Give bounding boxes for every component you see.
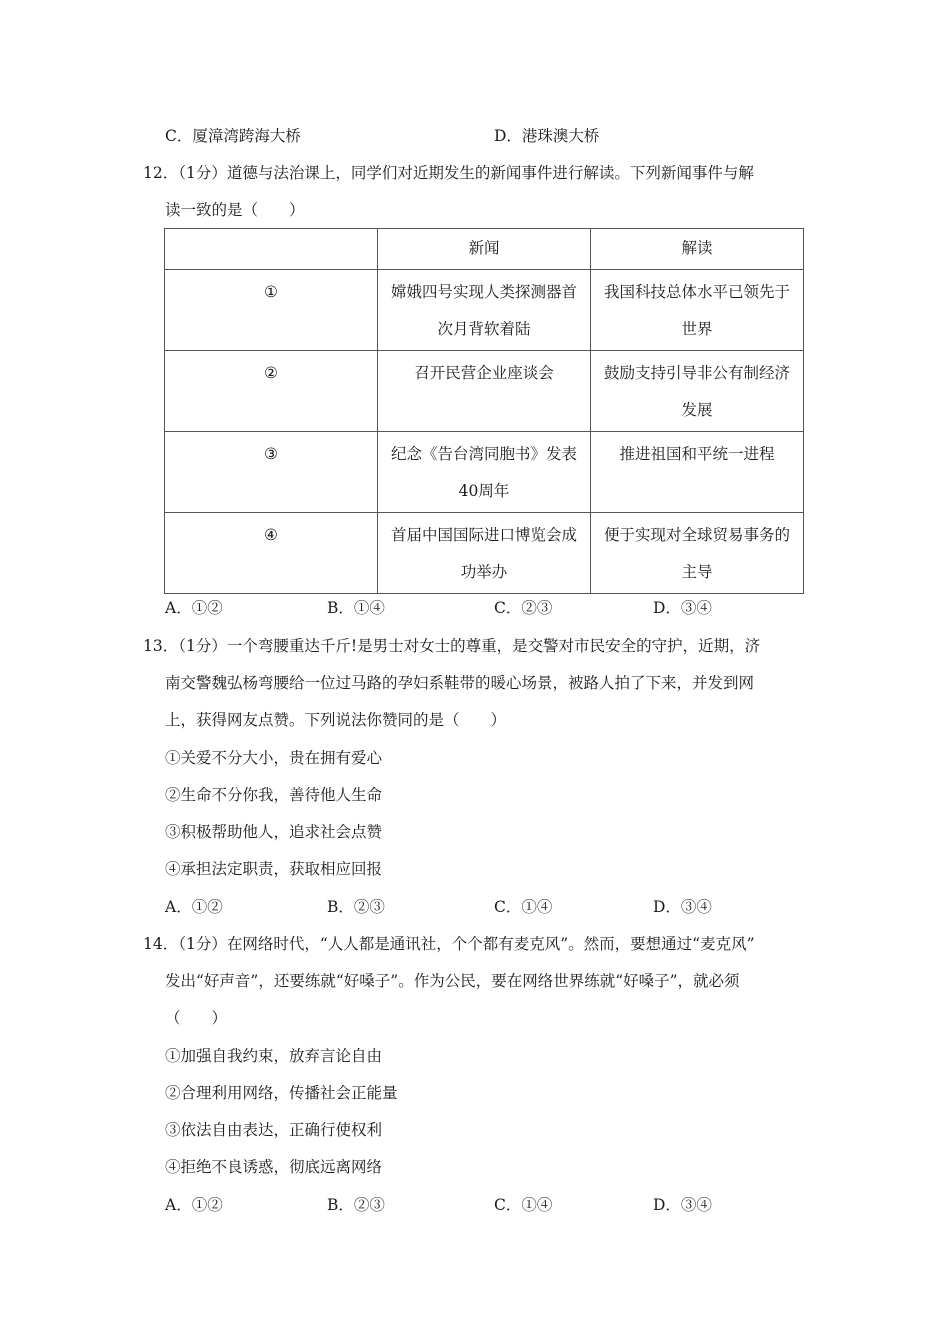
q14-stem-line3: （ ） (165, 1009, 228, 1027)
q14-item-4: ④拒绝不良诱惑，彻底远离网络 (165, 1158, 383, 1176)
q13-item-3: ③积极帮助他人，追求社会点赞 (165, 823, 383, 841)
q14-stem-line2: 发出“好声音”，还要练就“好嗓子”。作为公民，要在网络世界练就“好嗓子”，就必须 (165, 972, 740, 990)
cell-line: 首届中国国际进口博览会成 (390, 526, 577, 544)
q13-stem-line2: 南交警魏弘杨弯腰给一位过马路的孕妇系鞋带的暖心场景，被路人拍了下来，并发到网 (165, 674, 755, 692)
q12-option-a: A．①② (165, 599, 223, 617)
cell-line: 40周年 (458, 482, 510, 500)
cell-line: 便于实现对全球贸易事务的 (603, 526, 790, 544)
q12-option-c: C．②③ (494, 599, 553, 617)
cell-line: 发展 (681, 401, 713, 419)
q13-item-1: ①关爱不分大小，贵在拥有爱心 (165, 749, 383, 767)
q12-stem-line2: 读一致的是（ ） (165, 201, 305, 219)
q12-stem-line1: 12．（1分）道德与法治课上，同学们对近期发生的新闻事件进行解读。下列新闻事件与解 (143, 164, 754, 182)
table-cell-news (378, 513, 591, 594)
q13-stem-line3: 上，获得网友点赞。下列说法你赞同的是（ ） (165, 711, 507, 729)
q14-option-b: B．②③ (327, 1196, 385, 1214)
cell-line: 召开民营企业座谈会 (414, 364, 554, 382)
cell-line: 嫦娥四号实现人类探测器首 (390, 283, 577, 301)
q13-stem-line1: 13．（1分）一个弯腰重达千斤!是男士对女士的尊重，是交警对市民安全的守护，近期，济 (143, 637, 761, 655)
q11-option-c: C．厦漳湾跨海大桥 (165, 127, 301, 145)
cell-line: 次月背软着陆 (437, 320, 531, 338)
q14-item-2: ②合理利用网络，传播社会正能量 (165, 1084, 398, 1102)
q13-option-b: B．②③ (327, 898, 385, 916)
q14-option-c: C．①④ (494, 1196, 553, 1214)
q12-option-b: B．①④ (327, 599, 385, 617)
table-row (165, 513, 804, 594)
cell-line: 功举办 (460, 563, 508, 581)
table-cell-number: ① (165, 270, 378, 351)
table-header-news: 新闻 (378, 229, 591, 270)
q11-option-d: D．港珠澳大桥 (494, 127, 600, 145)
table-row (165, 270, 804, 351)
cell-line: 我国科技总体水平已领先于 (603, 283, 790, 301)
table-header-row (165, 229, 804, 270)
table-cell-news (378, 432, 591, 513)
cell-line: 纪念《告台湾同胞书》发表 (390, 445, 577, 463)
cell-line: 鼓励支持引导非公有制经济 (603, 364, 790, 382)
q13-item-4: ④承担法定职责，获取相应回报 (165, 860, 383, 878)
q14-option-a: A．①② (165, 1196, 223, 1214)
table-cell-news (378, 270, 591, 351)
table-header-interpretation: 解读 (591, 229, 804, 270)
q14-stem-line1: 14．（1分）在网络时代，“人人都是通讯社，个个都有麦克风”。然而，要想通过“麦克风” (143, 935, 755, 953)
q13-item-2: ②生命不分你我，善待他人生命 (165, 786, 383, 804)
cell-line: 世界 (681, 320, 713, 338)
q13-option-d: D．③④ (653, 898, 712, 916)
q12-table (164, 228, 804, 594)
table-cell-interpretation (591, 270, 804, 351)
q12-option-d: D．③④ (653, 599, 712, 617)
cell-line: 主导 (681, 563, 713, 581)
q13-option-a: A．①② (165, 898, 223, 916)
q14-option-d: D．③④ (653, 1196, 712, 1214)
table-cell-number: ② (165, 351, 378, 432)
table-row (165, 351, 804, 432)
q14-item-3: ③依法自由表达，正确行使权利 (165, 1121, 383, 1139)
table-header-cell-empty (165, 229, 378, 270)
table-cell-interpretation (591, 513, 804, 594)
table-cell-number: ③ (165, 432, 378, 513)
q13-option-c: C．①④ (494, 898, 553, 916)
cell-line: 推进祖国和平统一进程 (619, 445, 775, 463)
table-cell-interpretation (591, 351, 804, 432)
table-cell-interpretation (591, 432, 804, 513)
table-row (165, 432, 804, 513)
q14-item-1: ①加强自我约束，放弃言论自由 (165, 1047, 383, 1065)
table-cell-news (378, 351, 591, 432)
table-cell-number: ④ (165, 513, 378, 594)
